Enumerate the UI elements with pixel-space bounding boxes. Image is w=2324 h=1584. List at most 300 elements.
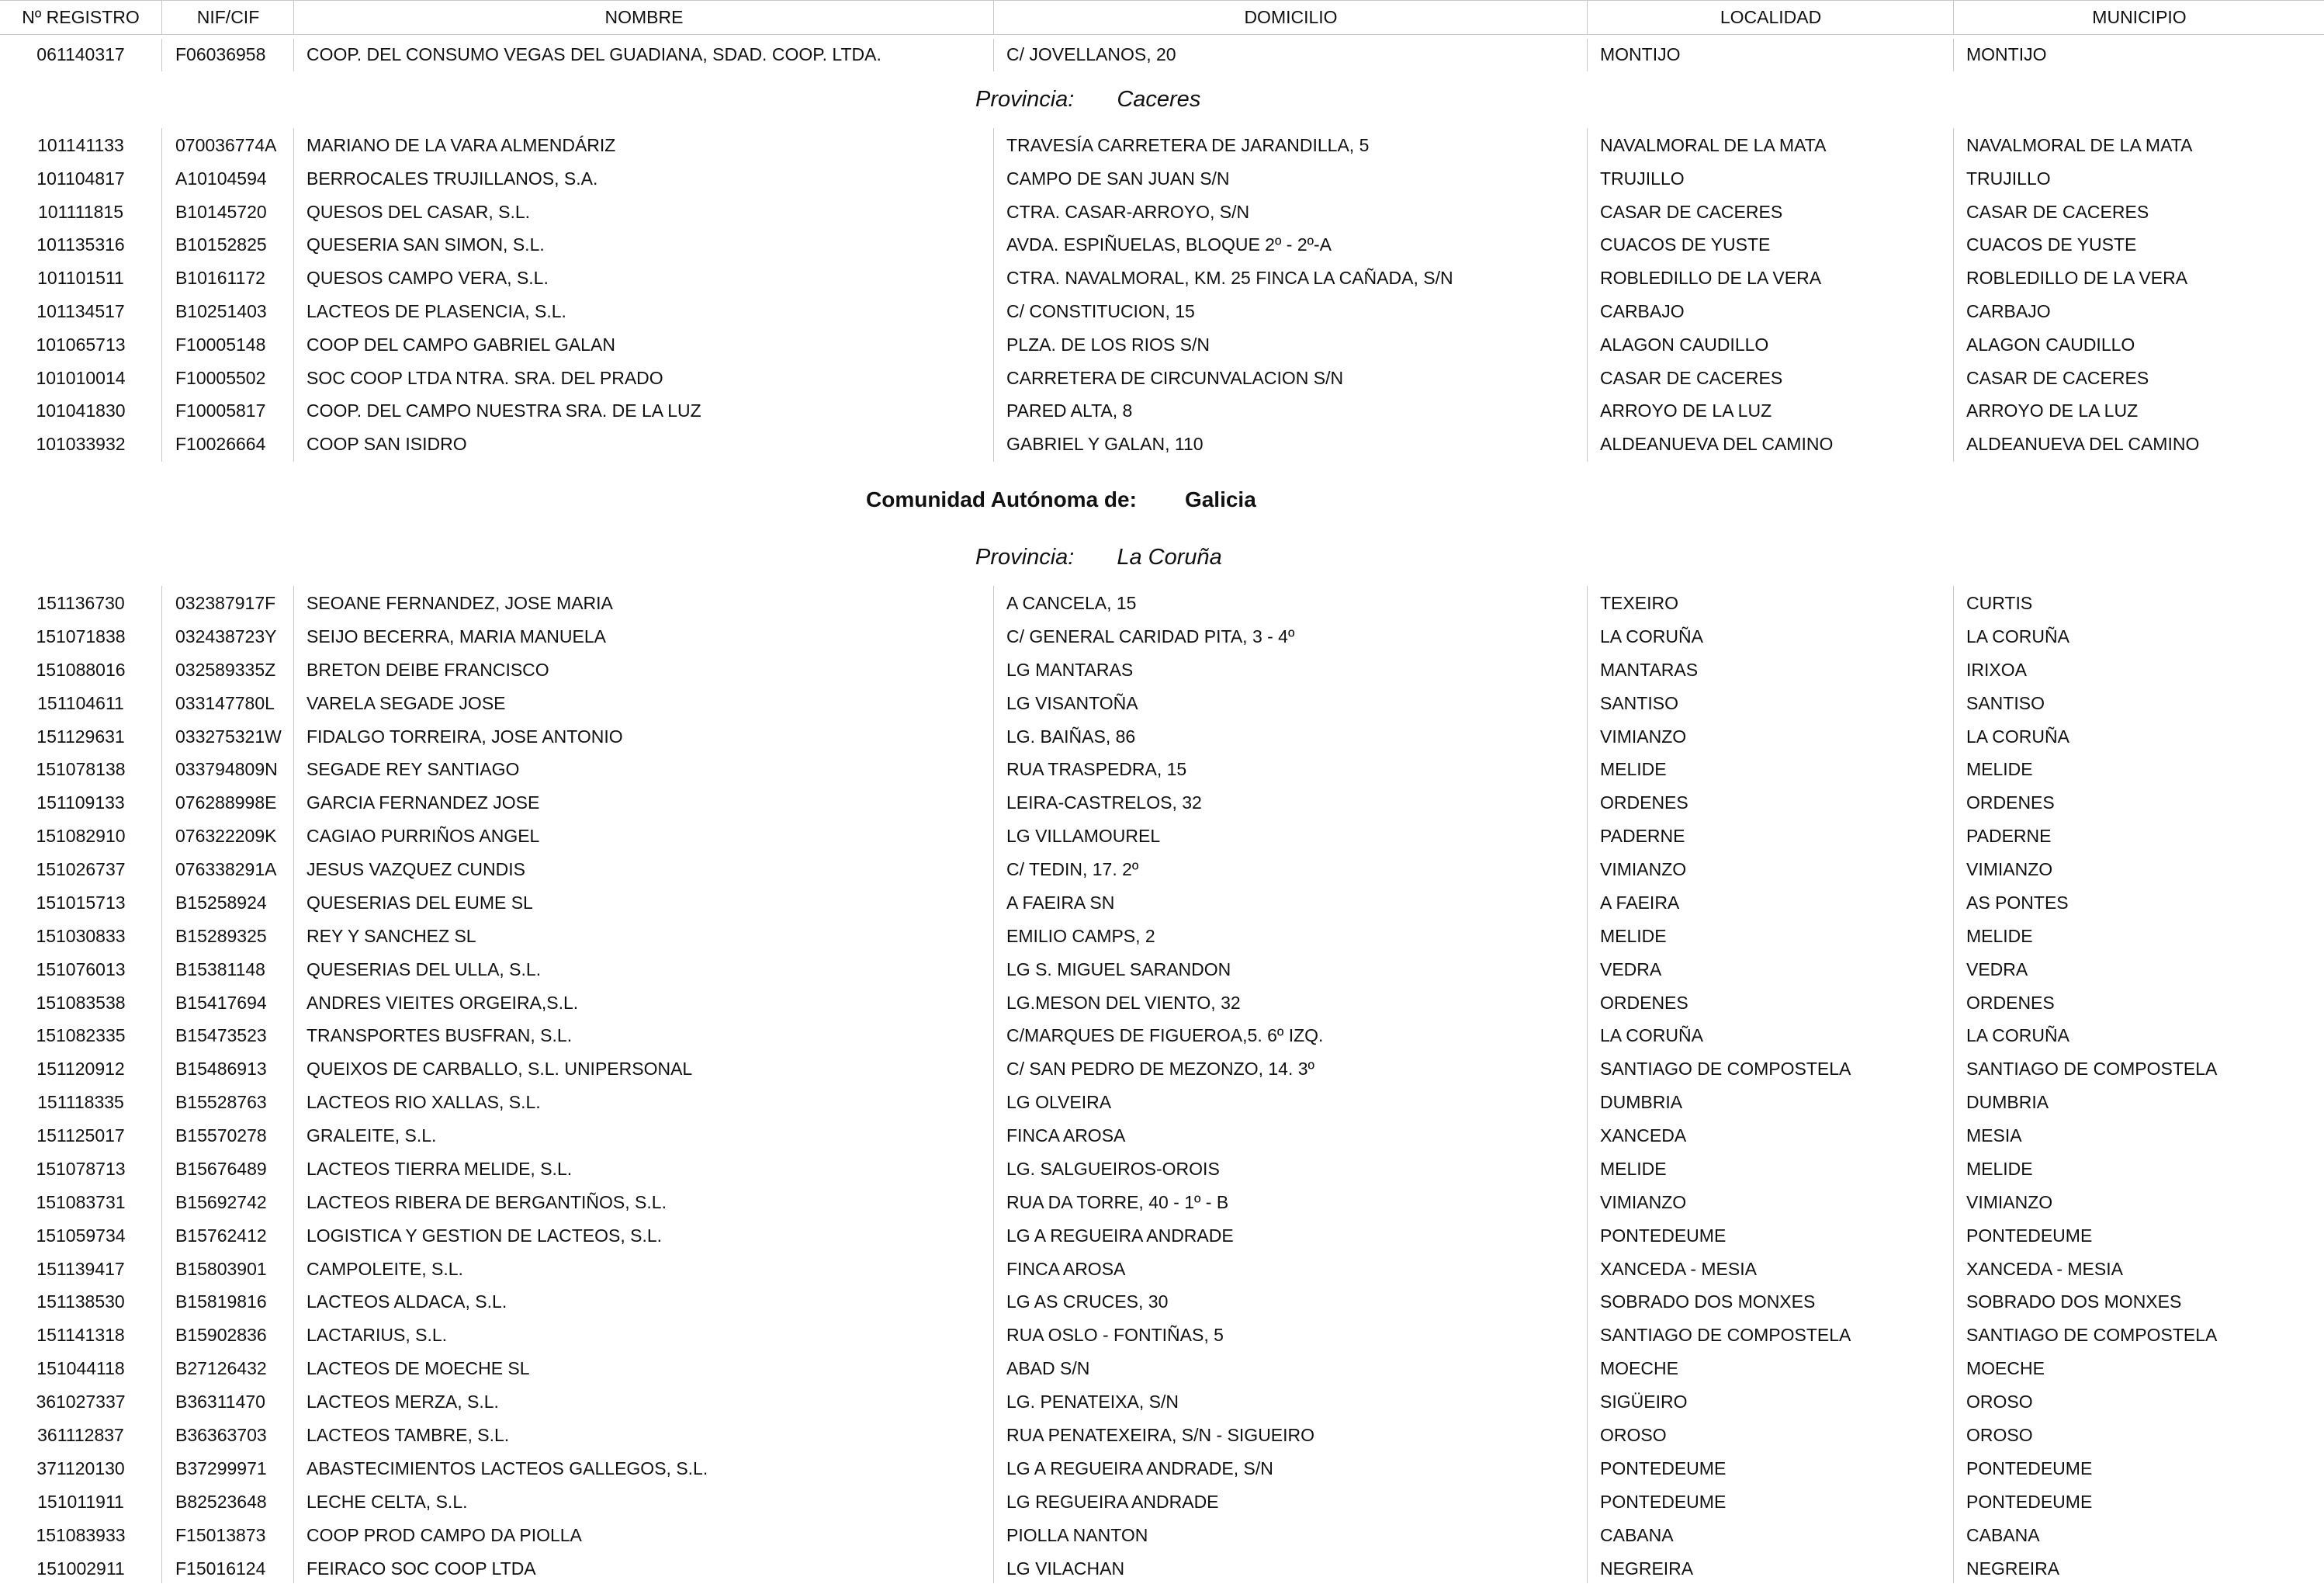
cell-nif: F10026664: [175, 434, 266, 454]
cell-registro: 151076013: [36, 959, 126, 979]
cell-nombre: LACTEOS TAMBRE, S.L.: [307, 1425, 510, 1445]
table-header: [0, 0, 2324, 31]
table-row: [0, 654, 2324, 685]
cell-registro: 151125017: [36, 1125, 125, 1146]
cell-nombre: COOP. DEL CONSUMO VEGAS DEL GUADIANA, SDAD. COOP. LTDA.: [307, 44, 881, 64]
table-row: [0, 329, 2324, 360]
cell-registro: 101134517: [36, 301, 125, 321]
column-divider-coruna-4: [1953, 586, 1954, 1583]
cell-registro: 151011911: [37, 1492, 124, 1512]
cell-nombre: QUEIXOS DE CARBALLO, S.L. UNIPERSONAL: [307, 1059, 693, 1079]
column-divider-caceres-0: [161, 128, 162, 462]
cell-domicilio: FINCA AROSA: [1006, 1259, 1126, 1279]
cell-localidad: MANTARAS: [1600, 660, 1699, 680]
table-row: [0, 1386, 2324, 1417]
cell-localidad: OROSO: [1600, 1425, 1667, 1445]
cell-localidad: TEXEIRO: [1600, 593, 1678, 613]
cell-registro: 101010014: [36, 368, 126, 388]
cell-registro: 151030833: [36, 926, 126, 946]
cell-domicilio: PLZA. DE LOS RIOS S/N: [1006, 334, 1210, 355]
cell-nif: B15417694: [175, 993, 267, 1013]
column-divider-header-3: [1587, 0, 1588, 34]
cell-localidad: PONTEDEUME: [1600, 1225, 1727, 1246]
cell-localidad: ROBLEDILLO DE LA VERA: [1600, 268, 1822, 288]
cell-nif: B15570278: [175, 1125, 267, 1146]
cell-nif: B10161172: [175, 268, 265, 288]
table-row: [0, 1286, 2324, 1317]
cell-nif: 076338291A: [175, 859, 277, 879]
cell-municipio: PONTEDEUME: [1966, 1492, 2093, 1512]
cell-municipio: CURTIS: [1966, 593, 2033, 613]
cell-registro: 151083731: [36, 1192, 126, 1212]
cell-nombre: LACTEOS TIERRA MELIDE, S.L.: [307, 1159, 573, 1179]
cell-nif: B15692742: [175, 1192, 267, 1212]
cell-nif: B15289325: [175, 926, 267, 946]
cell-nombre: GARCIA FERNANDEZ JOSE: [307, 792, 540, 813]
cell-domicilio: AVDA. ESPIÑUELAS, BLOQUE 2º - 2º-A: [1006, 234, 1332, 255]
cell-nif: B36311470: [175, 1392, 265, 1412]
cell-domicilio: LG VISANTOÑA: [1006, 693, 1138, 713]
cell-municipio: NEGREIRA: [1966, 1558, 2060, 1579]
cell-domicilio: LG A REGUEIRA ANDRADE, S/N: [1006, 1458, 1273, 1478]
cell-municipio: LA CORUÑA: [1966, 1025, 2069, 1045]
table-row: [0, 1053, 2324, 1084]
cell-registro: 101065713: [36, 334, 126, 355]
cell-localidad: SANTIAGO DE COMPOSTELA: [1600, 1059, 1851, 1079]
cell-registro: 101104817: [36, 168, 125, 189]
cell-domicilio: RUA OSLO - FONTIÑAS, 5: [1006, 1325, 1224, 1345]
table-row: [0, 920, 2324, 951]
column-divider-sec1-4: [1953, 39, 1954, 71]
cell-municipio: ARROYO DE LA LUZ: [1966, 400, 2139, 421]
cell-nif: B15258924: [175, 893, 267, 913]
cell-localidad: MELIDE: [1600, 759, 1667, 779]
cell-registro: 151129631: [36, 726, 125, 747]
cell-localidad: VIMIANZO: [1600, 859, 1687, 879]
table-row: [0, 362, 2324, 393]
cell-nif: B10145720: [175, 202, 267, 222]
cell-nif: F15013873: [175, 1525, 266, 1545]
cell-registro: 151083933: [36, 1525, 126, 1545]
cell-registro: 151139417: [36, 1259, 125, 1279]
cell-domicilio: LG MANTARAS: [1006, 660, 1134, 680]
cell-municipio: CARBAJO: [1966, 301, 2051, 321]
cell-nif: F15016124: [175, 1558, 266, 1579]
cell-nif: B15486913: [175, 1059, 267, 1079]
cell-domicilio: A CANCELA, 15: [1006, 593, 1137, 613]
table-row: [0, 1087, 2324, 1118]
cell-localidad: MELIDE: [1600, 1159, 1667, 1179]
cell-municipio: SANTISO: [1966, 693, 2045, 713]
cell-registro: 151071838: [36, 626, 126, 646]
cell-municipio: ROBLEDILLO DE LA VERA: [1966, 268, 2188, 288]
cell-nombre: QUESOS DEL CASAR, S.L.: [307, 202, 531, 222]
cell-nif: B15819816: [175, 1291, 267, 1312]
cell-nif: B82523648: [175, 1492, 267, 1512]
cell-nif: B10251403: [175, 301, 267, 321]
table-row: [0, 1453, 2324, 1484]
cell-domicilio: LG VILLAMOUREL: [1006, 826, 1161, 846]
cell-municipio: CASAR DE CACERES: [1966, 368, 2149, 388]
cell-nombre: LACTEOS RIO XALLAS, S.L.: [307, 1092, 541, 1112]
cell-municipio: OROSO: [1966, 1425, 2033, 1445]
cell-nombre: LACTEOS MERZA, S.L.: [307, 1392, 499, 1412]
table-row: [0, 1187, 2324, 1218]
cell-nif: B27126432: [175, 1358, 267, 1378]
cell-nif: B15803901: [175, 1259, 267, 1279]
cell-registro: 361112837: [37, 1425, 124, 1445]
cell-nombre: COOP DEL CAMPO GABRIEL GALAN: [307, 334, 615, 355]
table-row: [0, 1253, 2324, 1284]
table-row: [0, 163, 2324, 194]
cell-registro: 371120130: [36, 1458, 125, 1478]
cell-nif: B15902836: [175, 1325, 267, 1345]
cell-domicilio: PARED ALTA, 8: [1006, 400, 1133, 421]
cell-municipio: XANCEDA - MESIA: [1966, 1259, 2123, 1279]
community-label: Comunidad Autónoma de:: [866, 487, 1137, 511]
column-divider-header-4: [1953, 0, 1954, 34]
cell-registro: 101041830: [36, 400, 126, 421]
cell-municipio: DUMBRIA: [1966, 1092, 2049, 1112]
column-divider-coruna-0: [161, 586, 162, 1583]
cell-domicilio: LEIRA-CASTRELOS, 32: [1006, 792, 1202, 813]
cell-nif: F06036958: [175, 44, 266, 64]
cell-registro: 151059734: [36, 1225, 126, 1246]
cell-nif: 032589335Z: [175, 660, 276, 680]
cell-localidad: LA CORUÑA: [1600, 626, 1703, 646]
cell-domicilio: RUA TRASPEDRA, 15: [1006, 759, 1187, 779]
cell-nombre: FIDALGO TORREIRA, JOSE ANTONIO: [307, 726, 623, 747]
cell-nif: B15676489: [175, 1159, 267, 1179]
cell-municipio: OROSO: [1966, 1392, 2033, 1412]
cell-registro: 151078713: [36, 1159, 126, 1179]
table-row: [0, 395, 2324, 426]
cell-nombre: COOP SAN ISIDRO: [307, 434, 467, 454]
cell-domicilio: LG A REGUEIRA ANDRADE: [1006, 1225, 1234, 1246]
cell-localidad: XANCEDA - MESIA: [1600, 1259, 1757, 1279]
cell-nombre: LACTEOS ALDACA, S.L.: [307, 1291, 507, 1312]
table-row: [0, 1319, 2324, 1350]
table-row: [0, 621, 2324, 652]
cell-nombre: LOGISTICA Y GESTION DE LACTEOS, S.L.: [307, 1225, 663, 1246]
cell-nif: 032438723Y: [175, 626, 277, 646]
cell-nif: 033794809N: [175, 759, 278, 779]
cell-nombre: SOC COOP LTDA NTRA. SRA. DEL PRADO: [307, 368, 663, 388]
cell-nombre: QUESOS CAMPO VERA, S.L.: [307, 268, 549, 288]
province-label: Provincia:: [975, 545, 1075, 570]
cell-localidad: ORDENES: [1600, 993, 1688, 1013]
column-divider-coruna-2: [993, 586, 994, 1583]
col-header-nombre: NOMBRE: [604, 7, 684, 27]
column-divider-header-1: [293, 0, 294, 34]
cell-localidad: VEDRA: [1600, 959, 1662, 979]
cell-nif: B37299971: [175, 1458, 267, 1478]
cell-nif: B36363703: [175, 1425, 267, 1445]
cell-nombre: CAGIAO PURRIÑOS ANGEL: [307, 826, 540, 846]
cell-registro: 151083538: [36, 993, 126, 1013]
cell-municipio: LA CORUÑA: [1966, 626, 2069, 646]
cell-nombre: QUESERIA SAN SIMON, S.L.: [307, 234, 545, 255]
cell-domicilio: LG S. MIGUEL SARANDON: [1006, 959, 1231, 979]
cell-registro: 151002911: [36, 1558, 125, 1579]
cell-localidad: TRUJILLO: [1600, 168, 1685, 189]
table-row: [0, 820, 2324, 851]
cell-domicilio: LG OLVEIRA: [1006, 1092, 1112, 1112]
community-name: Galicia: [1184, 487, 1256, 511]
cell-municipio: PONTEDEUME: [1966, 1458, 2093, 1478]
cell-registro: 101141133: [37, 135, 124, 155]
cell-nif: F10005502: [175, 368, 266, 388]
cell-nif: 033275321W: [175, 726, 282, 747]
cell-domicilio: GABRIEL Y GALAN, 110: [1006, 434, 1204, 454]
cell-municipio: SANTIAGO DE COMPOSTELA: [1966, 1325, 2218, 1345]
table-row: [0, 428, 2324, 459]
cell-registro: 151082335: [36, 1025, 126, 1045]
cell-municipio: SANTIAGO DE COMPOSTELA: [1966, 1059, 2218, 1079]
cell-localidad: PADERNE: [1600, 826, 1685, 846]
table-row: [0, 229, 2324, 260]
cell-registro: 101033932: [36, 434, 126, 454]
province-heading-coruna: [975, 542, 1222, 573]
province-heading-caceres: [975, 84, 1200, 115]
cell-municipio: NAVALMORAL DE LA MATA: [1966, 135, 2193, 155]
cell-municipio: CASAR DE CACERES: [1966, 202, 2149, 222]
cell-domicilio: EMILIO CAMPS, 2: [1006, 926, 1155, 946]
cell-registro: 151044118: [36, 1358, 125, 1378]
cell-municipio: TRUJILLO: [1966, 168, 2051, 189]
cell-municipio: LA CORUÑA: [1966, 726, 2069, 747]
cell-nif: 032387917F: [175, 593, 276, 613]
column-divider-sec1-1: [293, 39, 294, 71]
cell-municipio: VEDRA: [1966, 959, 2028, 979]
cell-municipio: MOECHE: [1966, 1358, 2045, 1378]
cell-nif: B15381148: [175, 959, 265, 979]
cell-registro: 151026737: [36, 859, 126, 879]
cell-registro: 101135316: [36, 234, 125, 255]
cell-nombre: ANDRES VIEITES ORGEIRA,S.L.: [307, 993, 579, 1013]
cell-municipio: MESIA: [1966, 1125, 2022, 1146]
cell-municipio: SOBRADO DOS MONXES: [1966, 1291, 2182, 1312]
header-bottom-rule: [0, 34, 2324, 35]
cell-nombre: QUESERIAS DEL ULLA, S.L.: [307, 959, 542, 979]
column-divider-sec1-3: [1587, 39, 1588, 71]
cell-nombre: SEOANE FERNANDEZ, JOSE MARIA: [307, 593, 613, 613]
cell-nombre: ABASTECIMIENTOS LACTEOS GALLEGOS, S.L.: [307, 1458, 708, 1478]
province-label: Provincia:: [975, 87, 1075, 112]
cell-localidad: VIMIANZO: [1600, 726, 1687, 747]
cell-municipio: MELIDE: [1966, 926, 2033, 946]
cell-registro: 151109133: [36, 792, 125, 813]
table-row: [0, 588, 2324, 619]
cell-nif: B15473523: [175, 1025, 267, 1045]
cell-domicilio: C/ SAN PEDRO DE MEZONZO, 14. 3º: [1006, 1059, 1314, 1079]
table-row: [0, 987, 2324, 1018]
cell-nombre: LECHE CELTA, S.L.: [307, 1492, 468, 1512]
cell-nif: A10104594: [175, 168, 267, 189]
col-header-localidad: LOCALIDAD: [1720, 7, 1822, 27]
cell-municipio: ALDEANUEVA DEL CAMINO: [1966, 434, 2200, 454]
cell-localidad: SANTISO: [1600, 693, 1678, 713]
cell-municipio: CABANA: [1966, 1525, 2040, 1545]
cell-domicilio: RUA PENATEXEIRA, S/N - SIGUEIRO: [1006, 1425, 1315, 1445]
cell-registro: 151120912: [36, 1059, 125, 1079]
cell-localidad: CUACOS DE YUSTE: [1600, 234, 1771, 255]
cell-nombre: MARIANO DE LA VARA ALMENDÁRIZ: [307, 135, 616, 155]
table-row: [0, 1419, 2324, 1451]
cell-localidad: CARBAJO: [1600, 301, 1685, 321]
cell-domicilio: C/ TEDIN, 17. 2º: [1006, 859, 1139, 879]
table-row: [0, 262, 2324, 293]
table-row: [0, 954, 2324, 985]
cell-domicilio: C/MARQUES DE FIGUEROA,5. 6º IZQ.: [1006, 1025, 1324, 1045]
table-row: [0, 1220, 2324, 1251]
cell-domicilio: CTRA. CASAR-ARROYO, S/N: [1006, 202, 1250, 222]
cell-localidad: VIMIANZO: [1600, 1192, 1687, 1212]
cell-nombre: VARELA SEGADE JOSE: [307, 693, 506, 713]
column-divider-caceres-3: [1587, 128, 1588, 462]
cell-localidad: PONTEDEUME: [1600, 1458, 1727, 1478]
cell-registro: 151138530: [36, 1291, 125, 1312]
cell-registro: 101101511: [37, 268, 124, 288]
table-row: [0, 1353, 2324, 1384]
column-divider-coruna-1: [293, 586, 294, 1583]
cell-registro: 151104611: [37, 693, 124, 713]
cell-domicilio: C/ CONSTITUCION, 15: [1006, 301, 1195, 321]
cell-municipio: PONTEDEUME: [1966, 1225, 2093, 1246]
table-row: [0, 39, 2324, 70]
cell-domicilio: RUA DA TORRE, 40 - 1º - B: [1006, 1192, 1229, 1212]
table-row: [0, 1153, 2324, 1184]
cell-domicilio: C/ JOVELLANOS, 20: [1006, 44, 1176, 64]
cell-nombre: BERROCALES TRUJILLANOS, S.A.: [307, 168, 598, 189]
col-header-nif: NIF/CIF: [196, 7, 260, 27]
cell-nombre: SEGADE REY SANTIAGO: [307, 759, 520, 779]
table-row: [0, 887, 2324, 918]
cell-nombre: LACTARIUS, S.L.: [307, 1325, 448, 1345]
cell-localidad: ARROYO DE LA LUZ: [1600, 400, 1772, 421]
cell-localidad: NEGREIRA: [1600, 1558, 1694, 1579]
cell-localidad: LA CORUÑA: [1600, 1025, 1703, 1045]
province-name: La Coruña: [1117, 545, 1222, 570]
cell-domicilio: LG AS CRUCES, 30: [1006, 1291, 1169, 1312]
cell-nombre: COOP PROD CAMPO DA PIOLLA: [307, 1525, 582, 1545]
col-header-registro: Nº REGISTRO: [22, 7, 140, 27]
table-row: [0, 1520, 2324, 1551]
cell-municipio: ORDENES: [1966, 993, 2055, 1013]
table-row: [0, 754, 2324, 785]
cell-domicilio: CTRA. NAVALMORAL, KM. 25 FINCA LA CAÑADA, S/N: [1006, 268, 1453, 288]
cell-domicilio: CAMPO DE SAN JUAN S/N: [1006, 168, 1230, 189]
cell-registro: 361027337: [36, 1392, 126, 1412]
cell-nif: B15762412: [175, 1225, 267, 1246]
cell-registro: 151082910: [36, 826, 126, 846]
cell-nombre: JESUS VAZQUEZ CUNDIS: [307, 859, 525, 879]
cell-localidad: MONTIJO: [1600, 44, 1681, 64]
col-header-domicilio: DOMICILIO: [1244, 7, 1338, 27]
cell-domicilio: C/ GENERAL CARIDAD PITA, 3 - 4º: [1006, 626, 1295, 646]
cell-localidad: ALDEANUEVA DEL CAMINO: [1600, 434, 1834, 454]
cell-registro: 151141318: [36, 1325, 125, 1345]
cell-registro: 101111815: [37, 202, 123, 222]
cell-domicilio: LG. BAIÑAS, 86: [1006, 726, 1136, 747]
cell-nombre: TRANSPORTES BUSFRAN, S.L.: [307, 1025, 573, 1045]
cell-municipio: MELIDE: [1966, 759, 2033, 779]
cell-municipio: ORDENES: [1966, 792, 2055, 813]
column-divider-sec1-0: [161, 39, 162, 71]
cell-localidad: NAVALMORAL DE LA MATA: [1600, 135, 1827, 155]
cell-nombre: LACTEOS RIBERA DE BERGANTIÑOS, S.L.: [307, 1192, 667, 1212]
cell-nif: B15528763: [175, 1092, 267, 1112]
province-name: Caceres: [1117, 87, 1201, 112]
table-row: [0, 787, 2324, 818]
cell-localidad: MELIDE: [1600, 926, 1667, 946]
table-row: [0, 1553, 2324, 1584]
table-row: [0, 130, 2324, 161]
cell-municipio: IRIXOA: [1966, 660, 2027, 680]
cell-domicilio: LG REGUEIRA ANDRADE: [1006, 1492, 1219, 1512]
cell-localidad: MOECHE: [1600, 1358, 1678, 1378]
cell-domicilio: A FAEIRA SN: [1006, 893, 1115, 913]
column-divider-caceres-4: [1953, 128, 1954, 462]
column-divider-coruna-3: [1587, 586, 1588, 1583]
cell-registro: 151078138: [36, 759, 126, 779]
cell-registro: 151015713: [36, 893, 126, 913]
cell-municipio: AS PONTES: [1966, 893, 2069, 913]
cell-municipio: VIMIANZO: [1966, 859, 2053, 879]
col-header-municipio: MUNICIPIO: [2092, 7, 2187, 27]
cell-nombre: QUESERIAS DEL EUME SL: [307, 893, 533, 913]
cell-municipio: PADERNE: [1966, 826, 2052, 846]
cell-localidad: XANCEDA: [1600, 1125, 1687, 1146]
cell-nombre: COOP. DEL CAMPO NUESTRA SRA. DE LA LUZ: [307, 400, 701, 421]
column-divider-header-2: [993, 0, 994, 34]
cell-registro: 061140317: [36, 44, 125, 64]
cell-nif: 076322209K: [175, 826, 277, 846]
table-row: [0, 1486, 2324, 1517]
column-divider-caceres-2: [993, 128, 994, 462]
cell-nombre: SEIJO BECERRA, MARIA MANUELA: [307, 626, 606, 646]
cell-municipio: CUACOS DE YUSTE: [1966, 234, 2137, 255]
column-divider-header-0: [161, 0, 162, 34]
table-row: [0, 1020, 2324, 1051]
cell-municipio: VIMIANZO: [1966, 1192, 2053, 1212]
cell-domicilio: FINCA AROSA: [1006, 1125, 1126, 1146]
cell-localidad: A FAEIRA: [1600, 893, 1680, 913]
cell-domicilio: CARRETERA DE CIRCUNVALACION S/N: [1006, 368, 1344, 388]
cell-domicilio: LG VILACHAN: [1006, 1558, 1125, 1579]
cell-localidad: CASAR DE CACERES: [1600, 368, 1783, 388]
cell-localidad: CABANA: [1600, 1525, 1674, 1545]
cell-domicilio: LG. PENATEIXA, S/N: [1006, 1392, 1179, 1412]
table-row: [0, 196, 2324, 227]
cell-nombre: FEIRACO SOC COOP LTDA: [307, 1558, 536, 1579]
cell-domicilio: TRAVESÍA CARRETERA DE JARANDILLA, 5: [1006, 135, 1370, 155]
cell-nombre: GRALEITE, S.L.: [307, 1125, 437, 1146]
cell-localidad: SIGÜEIRO: [1600, 1392, 1688, 1412]
cell-localidad: SANTIAGO DE COMPOSTELA: [1600, 1325, 1851, 1345]
table-row: [0, 688, 2324, 719]
cell-nif: 033147780L: [175, 693, 275, 713]
cell-localidad: CASAR DE CACERES: [1600, 202, 1783, 222]
table-row: [0, 721, 2324, 752]
cell-localidad: DUMBRIA: [1600, 1092, 1683, 1112]
cell-municipio: ALAGON CAUDILLO: [1966, 334, 2135, 355]
table-row: [0, 296, 2324, 327]
cell-municipio: MONTIJO: [1966, 44, 2047, 64]
cell-nif: 076288998E: [175, 792, 277, 813]
community-heading-galicia: [866, 484, 1256, 515]
cell-nombre: LACTEOS DE PLASENCIA, S.L.: [307, 301, 566, 321]
